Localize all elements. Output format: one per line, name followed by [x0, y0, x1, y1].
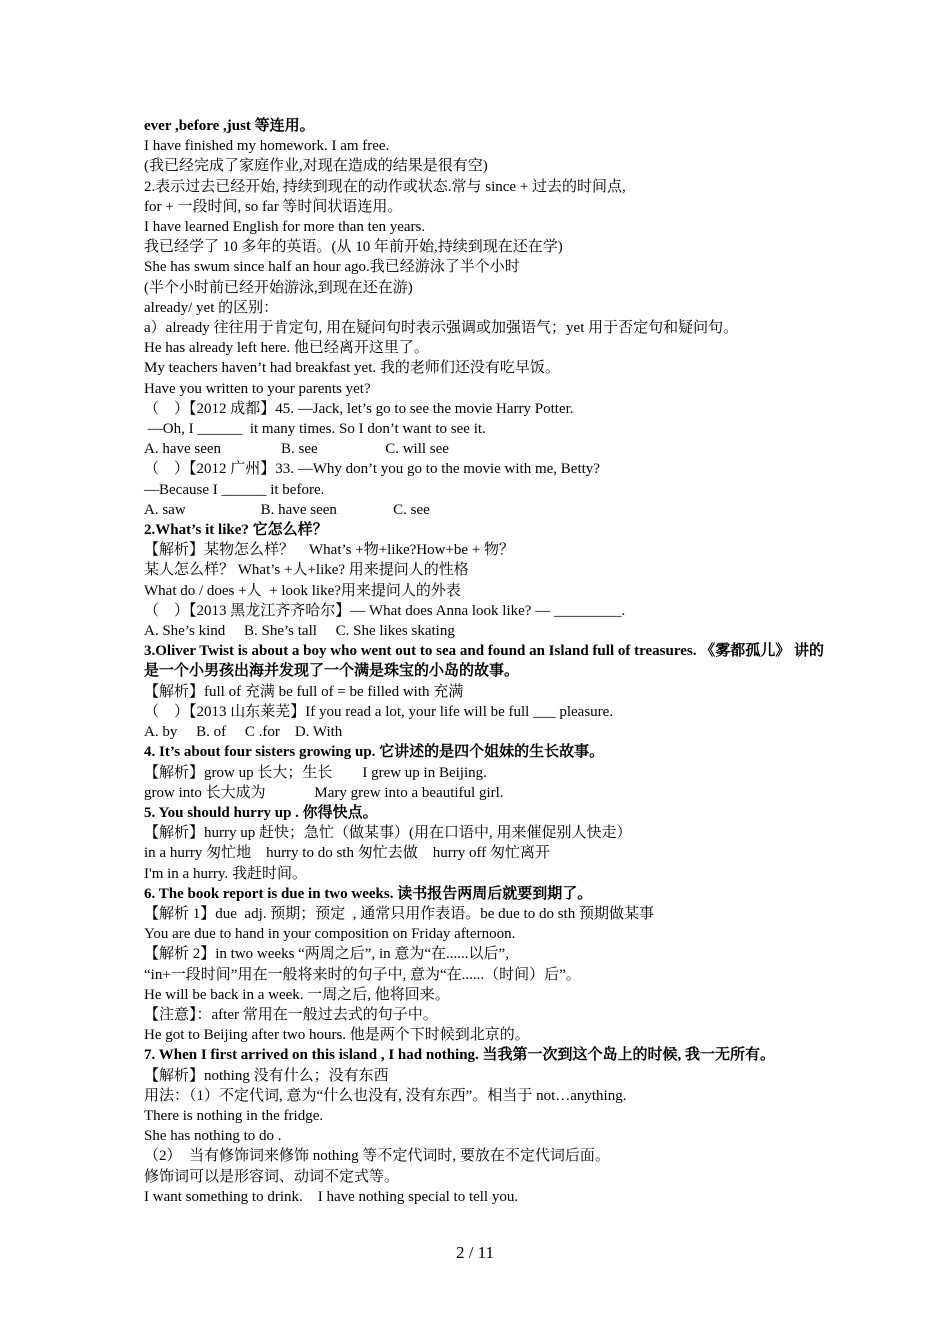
text-line: My teachers haven’t had breakfast yet. 我的老师们还没有吃早饭。	[144, 360, 560, 377]
text-line: 【解析】full of 充满 be full of = be filled with 充满	[144, 683, 464, 700]
text-line: (半个小时前已经开始游泳,到现在还在游)	[144, 279, 413, 296]
text-line: 【注意】：after 常用在一般过去式的句子中。	[144, 1006, 438, 1023]
text-line: Have you written to your parents yet?	[144, 380, 371, 397]
text-line: (我已经完成了家庭作业,对现在造成的结果是很有空)	[144, 158, 488, 175]
text-line: I have finished my homework. I am free.	[144, 138, 390, 155]
text-line: （ ）【2013 山东莱芜】If you read a lot, your life will be full ___ pleasure.	[144, 703, 614, 720]
text-line: 【解析】grow up 长大；生长 I grew up in Beijing.	[144, 764, 487, 781]
section-heading: ever ,before ,just 等连用。	[144, 118, 315, 134]
text-line: for + 一段时间, so far 等时间状语连用。	[144, 198, 403, 215]
text-line: A. by B. of C .for D. With	[144, 724, 343, 741]
text-line: I want something to drink. I have nothing special to tell you.	[144, 1188, 519, 1205]
text-line: grow into 长大成为 Mary grew into a beautiful girl.	[144, 784, 504, 801]
section-heading: 6. The book report is due in two weeks. 读书报告两周后就要到期了。	[144, 885, 593, 902]
text-line: in a hurry 匆忙地 hurry to do sth 匆忙去做 hurry off 匆忙离开	[144, 845, 550, 862]
text-line: 用法：（1）不定代词, 意为“什么也没有, 没有东西”。相当于 not…anything.	[144, 1087, 627, 1104]
section-heading: 5. You should hurry up . 你得快点。	[144, 804, 378, 821]
text-line: （2） 当有修饰词来修饰 nothing 等不定代词时, 要放在不定代词后面。	[144, 1148, 610, 1165]
text-line: You are due to hand in your composition on Friday afternoon.	[144, 926, 516, 943]
text-line: She has nothing to do .	[144, 1128, 282, 1145]
text-line: already/ yet 的区别：	[144, 299, 279, 316]
text-line: （ ）【2013 黑龙江齐齐哈尔】— What does Anna look like? — _________.	[144, 602, 626, 619]
text-line: 【解析 2】in two weeks “两周之后”, in 意为“在......以后”,	[144, 946, 509, 963]
text-line: A. She’s kind B. She’s tall C. She likes skating	[144, 623, 455, 640]
text-line: —Because I ______ it before.	[144, 481, 325, 498]
document-body	[144, 116, 824, 1207]
page-number: 2 / 11	[455, 1243, 495, 1262]
text-line: A. have seen B. see C. will see	[144, 441, 449, 458]
text-line: I have learned English for more than ten years.	[144, 219, 426, 236]
text-line: A. saw B. have seen C. see	[144, 501, 430, 518]
text-line: He got to Beijing after two hours. 他是两个下时候到北京的。	[144, 1027, 530, 1044]
section-heading: 7. When I first arrived on this island , I had nothing. 当我第一次到这个岛上的时候, 我一无所有。	[144, 1047, 776, 1064]
text-line: What do / does +人 + look like?用来提问人的外表	[144, 582, 461, 599]
text-line: （ ）【2012 广州】33. —Why don’t you go to the movie with me, Betty?	[144, 461, 600, 478]
text-line: 修饰词可以是形容词、动词不定式等。	[144, 1168, 400, 1185]
section-heading: 3.Oliver Twist is about a boy who went out to sea and found an Island full of treasures. 《雾都孤儿》 讲的是一个小男孩出海并发现了一个满是珠宝的小岛的故事。	[144, 643, 824, 680]
text-line: She has swum since half an hour ago.我已经游泳了半个小时	[144, 259, 520, 276]
text-line: He has already left here. 他已经离开这里了。	[144, 340, 429, 357]
text-line: I'm in a hurry. 我赶时间。	[144, 865, 307, 882]
text-line: （ ）【2012 成都】45. —Jack, let’s go to see the movie Harry Potter.	[144, 400, 574, 417]
text-line: 我已经学了 10 多年的英语。(从 10 年前开始,持续到现在还在学)	[144, 239, 563, 256]
section-heading: 4. It’s about four sisters growing up. 它讲述的是四个姐妹的生长故事。	[144, 744, 605, 761]
text-line: 【解析】某物怎么样？ What’s +物+like?How+be + 物？	[144, 542, 515, 559]
text-line: 2.表示过去已经开始, 持续到现在的动作或状态.常与 since + 过去的时间点,	[144, 178, 626, 195]
text-line: 某人怎么样？ What’s +人+like? 用来提问人的性格	[144, 562, 469, 579]
section-heading: 2.What’s it like? 它怎么样？	[144, 522, 328, 539]
text-line: 【解析】hurry up 赶快；急忙（做某事）(用在口语中, 用来催促别人快走）	[144, 825, 632, 842]
text-line: He will be back in a week. 一周之后, 他将回来。	[144, 986, 450, 1003]
text-line: 【解析 1】due adj. 预期；预定 , 通常只用作表语。be due to do sth 预期做某事	[144, 905, 654, 922]
text-line: —Oh, I ______ it many times. So I don’t want to see it.	[144, 421, 486, 438]
text-line: a）already 往往用于肯定句, 用在疑问句时表示强调或加强语气；yet 用于否定句和疑问句。	[144, 320, 739, 337]
text-line: There is nothing in the fridge.	[144, 1107, 324, 1124]
text-line: 【解析】nothing 没有什么；没有东西	[144, 1067, 389, 1084]
text-line: “in+一段时间”用在一般将来时的句子中, 意为“在......（时间）后”。	[144, 966, 581, 983]
